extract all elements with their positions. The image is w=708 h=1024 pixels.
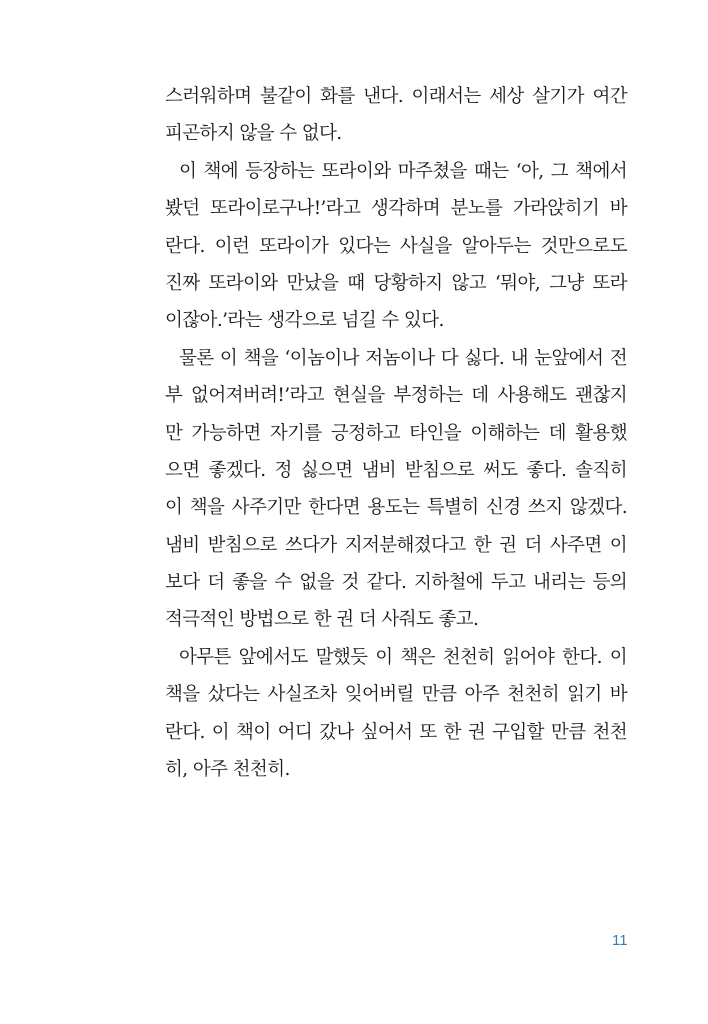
text-line: 이 책을 사주기만 한다면 용도는 특별히 신경 쓰지 않겠다. xyxy=(165,497,627,519)
text-line: 냄비 받침으로 쓰다가 지저분해졌다고 한 권 더 사주면 이 xyxy=(165,534,627,556)
paragraph-4 xyxy=(165,639,627,789)
text-line: 란다. 이런 또라이가 있다는 사실을 알아두는 것만으로도 xyxy=(165,235,627,257)
text-line: 이잖아.’라는 생각으로 넘길 수 있다. xyxy=(165,310,444,332)
text-line: 히, 아주 천천히. xyxy=(165,759,290,781)
page-number: 11 xyxy=(612,932,628,949)
paragraph-1 xyxy=(165,78,627,153)
text-line: 봤던 또라이로구나!’라고 생각하며 분노를 가라앉히기 바 xyxy=(165,198,627,220)
text-line: 이 책에 등장하는 또라이와 마주쳤을 때는 ‘아, 그 책에서 xyxy=(179,160,627,182)
text-line: 적극적인 방법으로 한 권 더 사줘도 좋고. xyxy=(165,609,479,631)
text-line: 보다 더 좋을 수 없을 것 같다. 지하철에 두고 내리는 등의 xyxy=(165,572,627,594)
text-line: 책을 샀다는 사실조차 잊어버릴 만큼 아주 천천히 읽기 바 xyxy=(165,684,627,706)
text-line: 스러워하며 불같이 화를 낸다. 이래서는 세상 살기가 여간 xyxy=(165,86,627,107)
text-line: 아무튼 앞에서도 말했듯 이 책은 천천히 읽어야 한다. 이 xyxy=(179,646,627,668)
text-line: 만 가능하면 자기를 긍정하고 타인을 이해하는 데 활용했 xyxy=(165,422,627,444)
text-line: 물론 이 책을 ‘이놈이나 저놈이나 다 싫다. 내 눈앞에서 전 xyxy=(179,347,627,369)
text-line: 피곤하지 않을 수 없다. xyxy=(165,123,342,145)
text-line: 부 없어져버려!’라고 현실을 부정하는 데 사용해도 괜찮지 xyxy=(165,385,627,407)
text-line: 진짜 또라이와 만났을 때 당황하지 않고 ‘뭐야, 그냥 또라 xyxy=(165,272,627,294)
text-line: 란다. 이 책이 어디 갔나 싶어서 또 한 권 구입할 만큼 천천 xyxy=(165,721,627,743)
paragraph-3 xyxy=(165,340,627,639)
paragraph-2 xyxy=(165,153,627,340)
text-line: 으면 좋겠다. 정 싫으면 냄비 받침으로 써도 좋다. 솔직히 xyxy=(165,459,627,481)
body-text xyxy=(165,78,627,788)
